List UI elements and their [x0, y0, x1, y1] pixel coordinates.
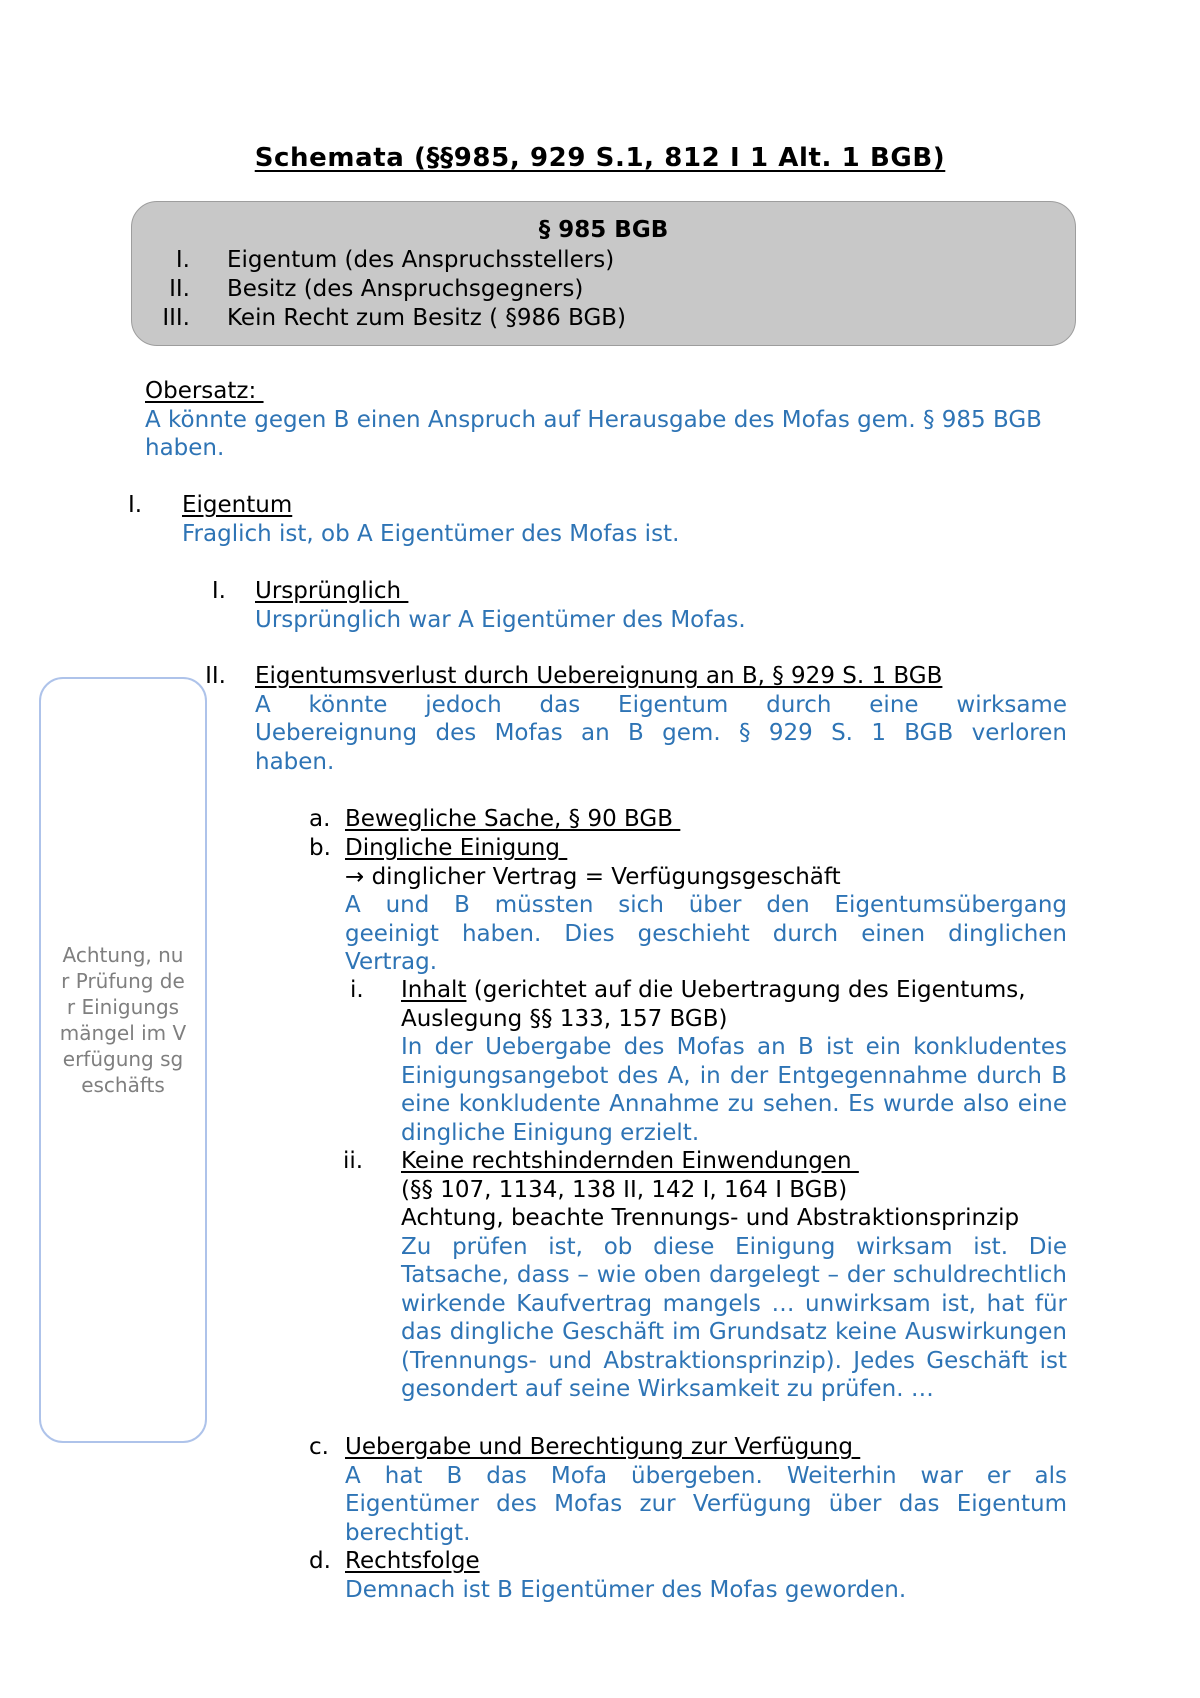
overview-item-text: Kein Recht zum Besitz ( §986 BGB)	[227, 305, 627, 331]
point-d	[309, 1547, 1067, 1604]
section-heading: Eigentum	[182, 492, 293, 518]
point-note: Achtung, beachte Trennungs- und Abstraktionsprinzip	[401, 1205, 1020, 1231]
subsection-text: A könnte jedoch das Eigentum durch eine wirksame Uebereignung des Mofas an B gem. § 929 S. 1 BGB verloren haben.	[255, 691, 1067, 775]
point-text: In der Uebergabe des Mofas an B ist ein konkludentes Einigungsangebot des A, in der Entgegennahme durch B eine konkludente Annahme zu sehen. Es wurde also eine dingliche Einigung erzielt.	[401, 1034, 1067, 1146]
point-heading: Keine rechtshindernden Einwendungen	[401, 1148, 859, 1174]
side-note-box	[39, 677, 207, 1443]
point-num: d.	[309, 1548, 331, 1574]
point-heading: Bewegliche Sache, § 90 BGB	[345, 806, 681, 832]
point-heading: Uebergabe und Berechtigung zur Verfügung	[345, 1434, 861, 1460]
overview-item-num: I.	[175, 247, 190, 273]
overview-item-num: II.	[169, 276, 190, 302]
point-b	[309, 834, 1067, 977]
point-heading: Inhalt	[401, 977, 467, 1003]
section-eigentum	[128, 491, 1068, 548]
point-num: a.	[309, 806, 331, 832]
section-text: Fraglich ist, ob A Eigentümer des Mofas ist.	[182, 520, 680, 547]
point-c	[309, 1433, 1067, 1547]
obersatz-label: Obersatz:	[145, 378, 264, 404]
overview-item-num: III.	[162, 305, 190, 331]
point-num: c.	[309, 1434, 329, 1460]
section-num: I.	[128, 492, 143, 518]
point-heading: Dingliche Einigung	[345, 835, 568, 861]
overview-heading: § 985 BGB	[538, 217, 669, 243]
subsection-text: Ursprünglich war A Eigentümer des Mofas.	[255, 606, 746, 633]
document-title: Schemata (§§985, 929 S.1, 812 I 1 Alt. 1 BGB)	[254, 143, 946, 173]
subsection-eigentumsverlust	[193, 662, 1067, 776]
obersatz-text: A könnte gegen B einen Anspruch auf Herausgabe des Mofas gem. § 985 BGB haben.	[145, 406, 1042, 461]
overview-item-text: Besitz (des Anspruchsgegners)	[227, 276, 584, 302]
point-a	[309, 805, 1067, 834]
point-text: Demnach ist B Eigentümer des Mofas geworden.	[345, 1576, 907, 1603]
side-note: Achtung, nur Prüfung der Einigungs mängel im Verfügung sgeschäfts	[59, 943, 187, 1097]
subsection-heading: Ursprünglich	[255, 578, 409, 604]
point-heading-rest: (gerichtet auf die Uebertragung des Eigentums, Auslegung §§ 133, 157 BGB)	[401, 977, 1026, 1032]
point-num: i.	[350, 977, 364, 1003]
overview-box	[131, 201, 1076, 346]
subsection-heading: Eigentumsverlust durch Uebereignung an B, § 929 S. 1 BGB	[255, 663, 943, 689]
point-note: → dinglicher Vertrag = Verfügungsgeschäft	[345, 863, 841, 890]
point-text: A und B müssten sich über den Eigentumsübergang geeinigt haben. Dies geschieht durch einen dinglichen Vertrag.	[345, 892, 1067, 975]
point-text: Zu prüfen ist, ob diese Einigung wirksam ist. Die Tatsache, dass – wie oben dargelegt – der schuldrechtlich wirkende Kaufvertrag mangels … unwirksam ist, hat für das dingliche Geschäft im Grundsatz keine Auswirkungen (Trennungs- und Abstraktionsprinzip). Jedes Geschäft ist gesondert auf seine Wirksamkeit zu prüfen. …	[401, 1233, 1067, 1402]
point-num: ii.	[343, 1148, 364, 1174]
obersatz	[145, 377, 1065, 463]
point-refs: (§§ 107, 1134, 138 II, 142 I, 164 I BGB)	[401, 1176, 848, 1203]
subsection-num: I.	[211, 578, 226, 604]
point-text: A hat B das Mofa übergeben. Weiterhin war er als Eigentümer des Mofas zur Verfügung über das Eigentum berechtigt.	[345, 1462, 1067, 1546]
subsection-num: II.	[205, 663, 226, 689]
point-heading: Rechtsfolge	[345, 1548, 480, 1574]
point-b-ii	[343, 1147, 1067, 1404]
subsection-urspruenglich	[196, 577, 1066, 634]
point-b-i	[350, 976, 1067, 1147]
overview-item-text: Eigentum (des Anspruchsstellers)	[227, 247, 615, 273]
point-num: b.	[309, 835, 331, 861]
point-heading-line	[401, 976, 1067, 1033]
